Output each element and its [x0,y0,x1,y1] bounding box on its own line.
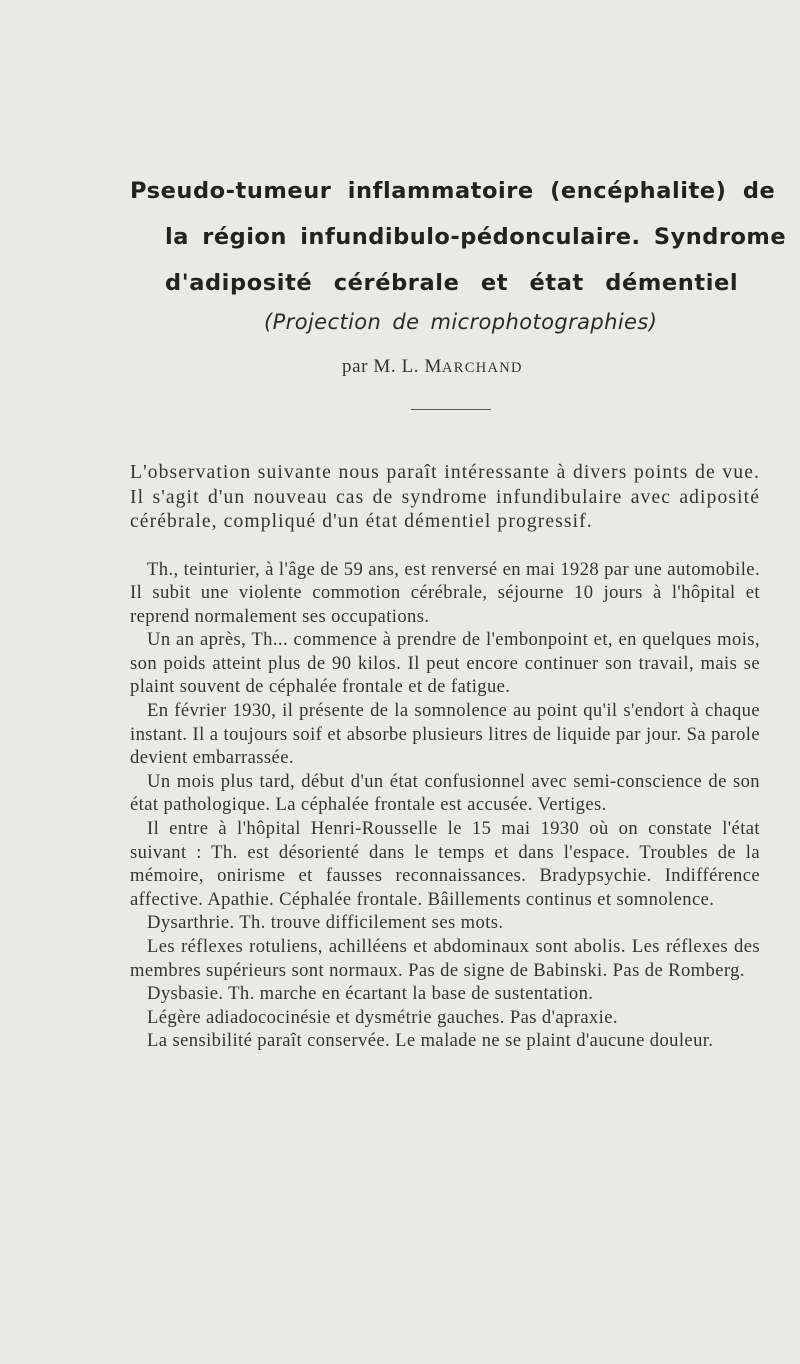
article-title [130,168,787,306]
article-body [130,461,760,1053]
separator-rule [411,409,491,410]
paragraph: Dysbasie. Th. marche en écartant la base de sustentation. [147,983,594,1005]
paragraph: Les réflexes rotuliens, achilléens et abdominaux sont abolis. Les réflexes des membres supérieurs sont normaux. Pas de signe de Babinski. Pas de Romberg. [130,936,760,981]
paragraph: Dysarthrie. Th. trouve difficilement ses mots. [147,912,504,934]
paragraph: Il entre à l'hôpital Henri-Rousselle le 15 mai 1930 où on constate l'état suivant : Th. est désorienté dans le temps et dans l'espace. Troubles de la mémoire, onirisme et fausses reconnaissances. Bradypsychie. Indifférence affective. Apathie. Céphalée frontale. Bâillements continus et somnolence. [130,818,760,910]
author-surname: ARCHAND [442,360,523,376]
paragraph: Un mois plus tard, début d'un état confusionnel avec semi-conscience de son état pathologique. La céphalée frontale est accusée. Vertiges. [130,770,760,816]
paragraph: En février 1930, il présente de la somnolence au point qu'il s'endort à chaque instant. Il a toujours soif et absorbe plusieurs litres de liquide par jour. Sa parole devient embarrassée. [130,700,760,769]
title-line-3: d'adiposité cérébrale et état démentiel [165,270,739,296]
paragraph: Légère adiadococinésie et dysmétrie gauches. Pas d'apraxie. [147,1006,618,1028]
paragraph: La sensibilité paraît conservée. Le malade ne se plaint d'aucune douleur. [147,1030,714,1052]
paragraph-intro: L'observation suivante nous paraît intéressante à divers points de vue. Il s'agit d'un nouveau cas de syndrome infundibulaire avec adiposité cérébrale, compliqué d'un état démentiel progressif. [130,462,760,532]
paragraph: Th., teinturier, à l'âge de 59 ans, est renversé en mai 1928 par une automobile. Il subit une violente commotion cérébrale, séjourne 10 jours à l'hôpital et reprend normalement ses occupations. [130,558,760,627]
paragraph: Un an après, Th... commence à prendre de l'embonpoint et, en quelques mois, son poids atteint plus de 90 kilos. Il peut encore continuer son travail, mais se plaint souvent de céphalée frontale et de fatigue. [130,629,760,698]
author-byline [130,355,760,380]
author-prefix: par M. L. M [342,356,443,377]
article-subtitle: (Projection de microphotographies) [264,310,658,334]
title-line-1: Pseudo-tumeur inflammatoire (encéphalite) de [130,178,776,204]
title-line-2: la région infundibulo-pédonculaire. Syndrome [165,224,787,250]
